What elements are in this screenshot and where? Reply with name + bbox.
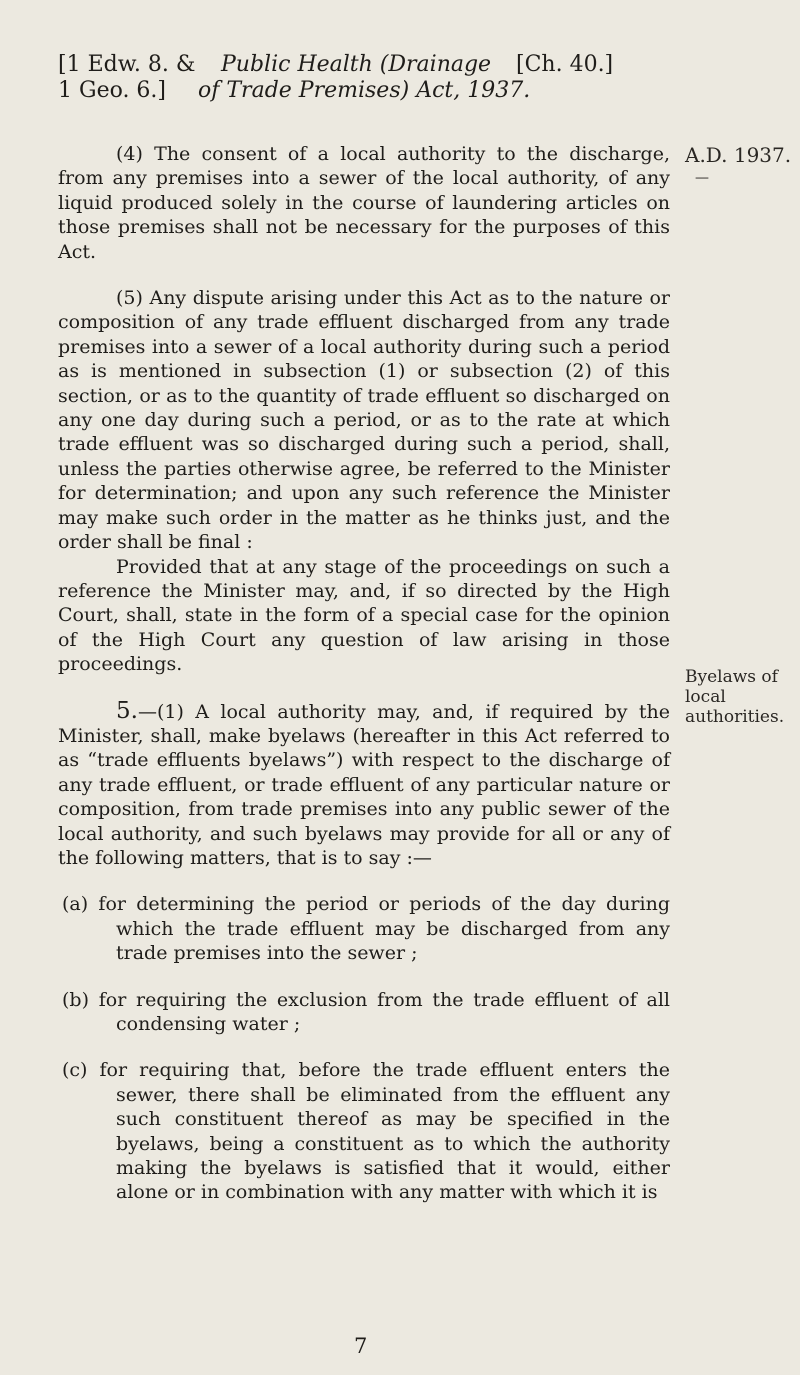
page-number: 7 (354, 1334, 368, 1358)
chapter-number: [Ch. 40.] (516, 52, 614, 77)
subsection-5: (5) Any dispute arising under this Act as to the nature or composition of any trade effluent discharged from any trade premises into a sewer of a local authority during such a period as is mentioned in subsection (1) or subsection (2) of this section, or as to the quantity of trade effluent so discharged on any one day during such a period, or as to the rate at which trade effluent was so discharged during such a period, shall, unless the parties otherwise agree, be referred to the Minister for determination; and upon any such reference the Minister may make such order in the matter as he thinks just, and the order shall be final : (58, 287, 670, 554)
regnal-year-line1: [1 Edw. 8. & (58, 52, 196, 77)
margin-dash: — (695, 170, 709, 186)
act-title-line2: of Trade Premises) Act, 1937. (198, 78, 531, 103)
section-number: 5. (116, 697, 138, 724)
paragraph-b: (b) for requiring the exclusion from the trade effluent of all condensing water ; (62, 988, 670, 1035)
regnal-year-line2: 1 Geo. 6.] (58, 78, 167, 103)
margin-year: A.D. 1937. (685, 143, 792, 167)
section-5-1 (58, 699, 670, 871)
section-5-1-text: —(1) A local authority may, and, if required by the Minister, shall, make byelaws (hereafter in this Act referred to as “trade effluents byelaws”) with respect to the discharge of any trade effluent, or trade effluent of any particular nature or composition, from trade premises into any public sewer of the local authority, and such byelaws may provide for all or any of the following matters, that is to say :— (58, 700, 670, 869)
body-text (58, 142, 670, 1205)
paragraph-a: (a) for determining the period or periods of the day during which the trade effluent may be discharged from any trade premises into the sewer ; (62, 893, 670, 965)
subsection-4: (4) The consent of a local authority to the discharge, from any premises into a sewer of the local authority, of any liquid produced solely in the course of laundering articles on those premises shall not be necessary for the purposes of this Act. (58, 143, 670, 263)
margin-note-byelaws: Byelaws of local authorities. (685, 667, 785, 727)
proviso: Provided that at any stage of the proceedings on such a reference the Minister may, and, if so directed by the High Court, shall, state in the form of a special case for the opinion of the High Court any question of law arising in those proceedings. (58, 555, 670, 676)
paragraph-c: (c) for requiring that, before the trade effluent enters the sewer, there shall be eliminated from the effluent any such constituent thereof as may be specified in the byelaws, being a constituent as to which the authority making the byelaws is satisfied that it would, either alone or in combination with any matter with which it is (62, 1059, 670, 1204)
act-title-line1: Public Health (Drainage (221, 52, 492, 77)
